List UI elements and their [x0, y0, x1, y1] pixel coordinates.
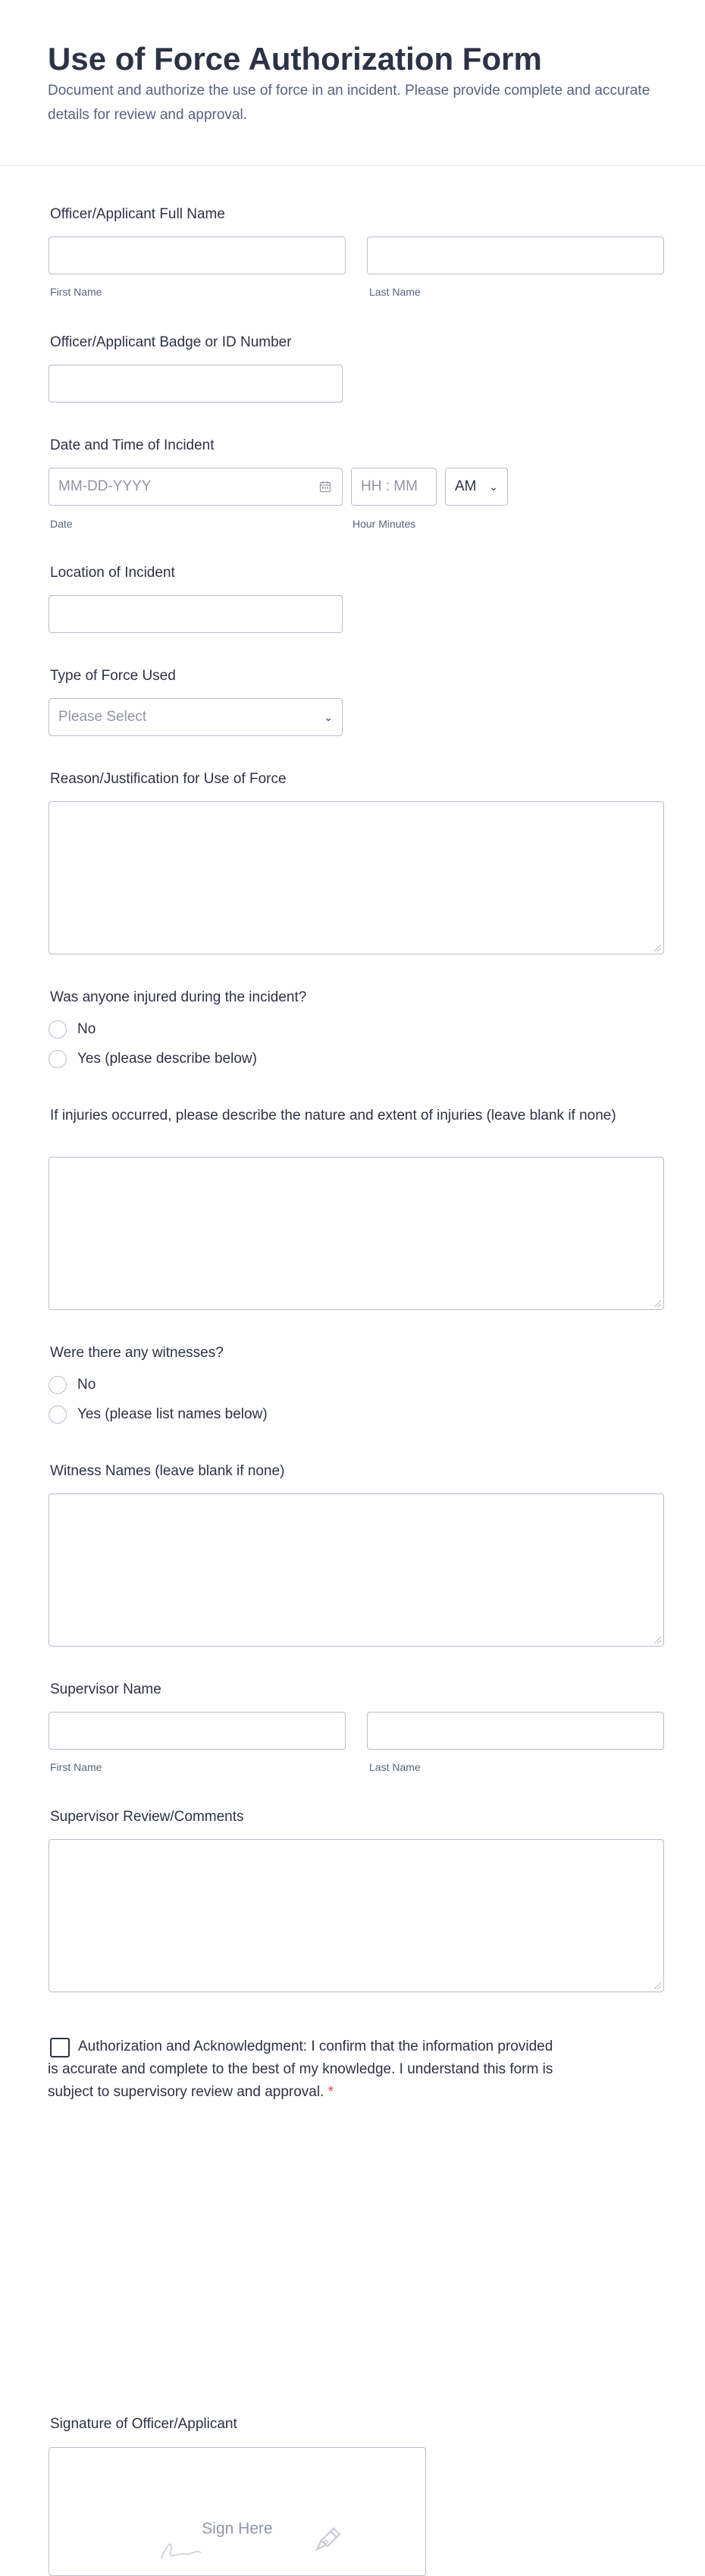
officer-last-name-sublabel: Last Name: [369, 286, 421, 298]
ampm-value: AM: [455, 478, 477, 494]
reason-textarea[interactable]: [49, 801, 664, 954]
supervisor-name-label: Supervisor Name: [50, 1681, 161, 1697]
force-type-label: Type of Force Used: [50, 668, 176, 684]
pen-nib-icon: [311, 2524, 344, 2554]
incident-datetime-label: Date and Time of Incident: [50, 437, 215, 453]
required-asterisk: *: [327, 2084, 334, 2100]
resize-handle-icon[interactable]: [654, 1982, 661, 1989]
signature-pad[interactable]: [49, 2447, 426, 2576]
resize-handle-icon[interactable]: [654, 945, 661, 951]
header-divider: [0, 165, 705, 166]
supervisor-comments-textarea[interactable]: [49, 1839, 664, 1992]
sign-here-prompt: Sign Here: [202, 2520, 273, 2537]
resize-handle-icon[interactable]: [654, 1300, 661, 1307]
badge-input[interactable]: [49, 365, 343, 403]
radio-button[interactable]: [49, 1050, 67, 1068]
radio-button[interactable]: [49, 1406, 67, 1424]
badge-label: Officer/Applicant Badge or ID Number: [50, 334, 292, 350]
injured-label: Was anyone injured during the incident?: [50, 989, 307, 1005]
form-subtitle: Document and authorize the use of force in an incident. Please provide complete and accurate details for review and approval.: [48, 83, 650, 123]
signature-label: Signature of Officer/Applicant: [50, 2416, 237, 2432]
witness-names-textarea[interactable]: [49, 1493, 664, 1647]
location-label: Location of Incident: [50, 565, 175, 581]
location-input[interactable]: [49, 595, 343, 633]
resize-handle-icon[interactable]: [654, 1637, 661, 1644]
radio-button[interactable]: [49, 1020, 67, 1039]
chevron-down-icon: ⌄: [489, 481, 498, 493]
injured-option-yes-label: Yes (please describe below): [77, 1051, 257, 1067]
witnesses-option-no-label: No: [77, 1377, 96, 1393]
acknowledgment-statement: Authorization and Acknowledgment: I confirm that the information provided is accurate and complete to the best of my knowledge. I understand this form is subject to supervisory review and approval.: [48, 2039, 553, 2100]
calendar-icon[interactable]: [319, 481, 331, 493]
acknowledgment-text: [48, 2035, 563, 2104]
witness-names-label: Witness Names (leave blank if none): [50, 1463, 285, 1479]
supervisor-last-name-input[interactable]: [367, 1712, 664, 1750]
incident-date-placeholder: MM-DD-YYYY: [58, 478, 152, 494]
supervisor-last-name-sublabel: Last Name: [369, 1761, 421, 1773]
officer-last-name-input[interactable]: [367, 237, 664, 274]
ampm-select[interactable]: [445, 468, 508, 506]
injured-option-no-label: No: [77, 1021, 96, 1037]
force-type-selected: Please Select: [58, 709, 147, 725]
officer-first-name-sublabel: First Name: [50, 286, 102, 298]
incident-time-input[interactable]: [351, 468, 437, 506]
reason-label: Reason/Justification for Use of Force: [50, 771, 287, 787]
force-type-select[interactable]: [49, 698, 343, 736]
injury-details-label: If injuries occurred, please describe the nature and extent of injuries (leave blank if none): [50, 1108, 616, 1123]
injury-details-textarea[interactable]: [49, 1157, 664, 1310]
radio-button[interactable]: [49, 1376, 67, 1394]
supervisor-comments-label: Supervisor Review/Comments: [50, 1809, 244, 1825]
chevron-down-icon: ⌄: [324, 711, 333, 723]
witnesses-option-yes-label: Yes (please list names below): [77, 1406, 268, 1422]
officer-name-label: Officer/Applicant Full Name: [50, 206, 225, 222]
incident-date-sublabel: Date: [50, 518, 73, 530]
incident-time-placeholder: HH : MM: [361, 478, 418, 494]
witnesses-label: Were there any witnesses?: [50, 1345, 224, 1361]
supervisor-first-name-input[interactable]: [49, 1712, 346, 1750]
form-title: Use of Force Authorization Form: [48, 41, 542, 77]
supervisor-first-name-sublabel: First Name: [50, 1761, 102, 1773]
incident-date-input[interactable]: [49, 468, 343, 506]
incident-time-sublabel: Hour Minutes: [352, 518, 416, 530]
officer-first-name-input[interactable]: [49, 237, 346, 274]
